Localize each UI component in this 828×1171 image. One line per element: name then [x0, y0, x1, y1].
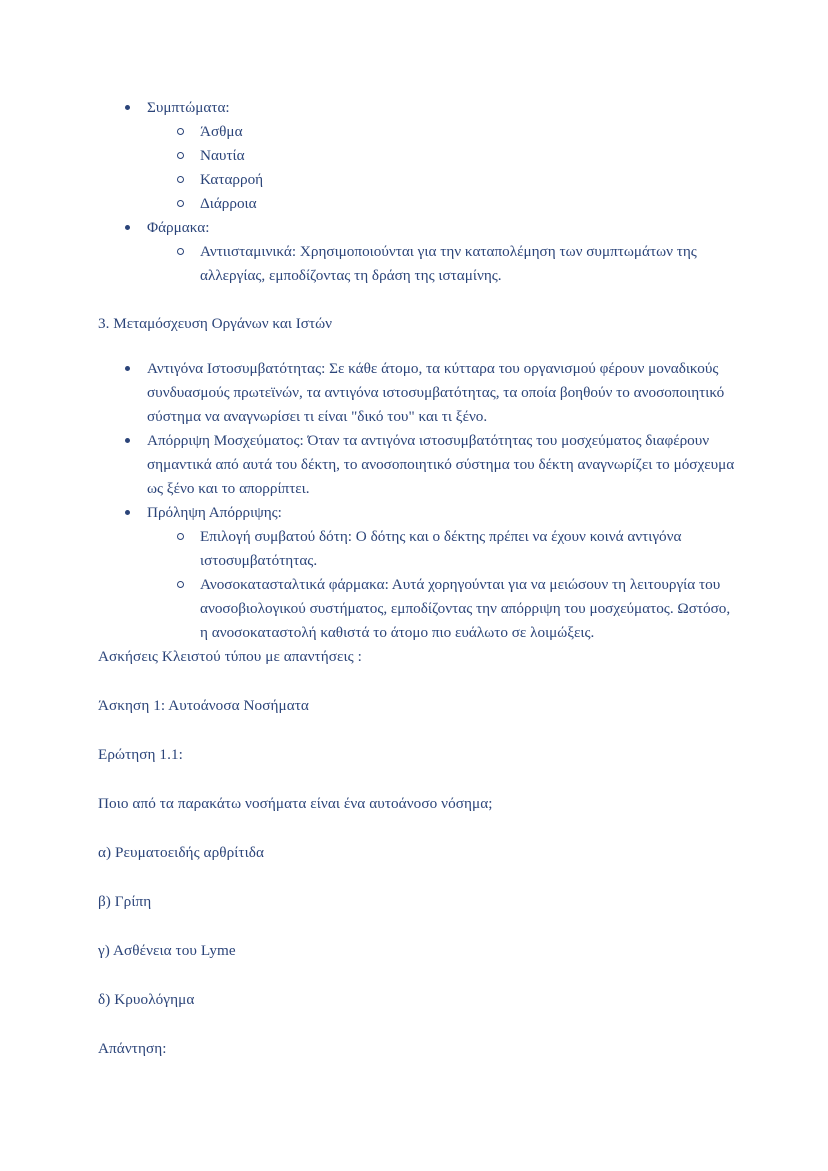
list-item: [98, 429, 738, 501]
circle-bullet-icon: [177, 152, 184, 159]
transplant-item-text: Αντιγόνα Ιστοσυμβατότητας: Σε κάθε άτομο, τα κύτταρα του οργανισμού φέρουν μοναδικούς συνδυασμούς πρωτεϊνών, τα αντιγόνα ιστοσυμβατότητας, τα οποία βοηθούν το ανοσοποιητικό σύστημα να αναγνωρίσει τι είναι "δικό του" και τι ξένο.: [147, 360, 725, 425]
question-text: Ποιο από τα παρακάτω νοσήματα είναι ένα αυτοάνοσο νόσημα;: [98, 795, 493, 812]
choice-a: α) Ρευματοειδής αρθρίτιδα: [98, 844, 265, 861]
choice-b: β) Γρίπη: [98, 893, 152, 910]
circle-bullet-icon: [177, 200, 184, 207]
symptom-item: Καταρροή: [200, 171, 264, 188]
symptoms-list: [98, 96, 738, 288]
list-item: [147, 168, 738, 192]
exercises-intro: Ασκήσεις Κλειστού τύπου με απαντήσεις :: [98, 648, 362, 665]
drug-item: Αντιισταμινικά: Χρησιμοποιούνται για την καταπολέμηση των συμπτωμάτων της αλλεργίας, εμποδίζοντας τη δράση της ισταμίνης.: [200, 243, 697, 284]
list-item: [147, 573, 738, 645]
list-item: [98, 357, 738, 429]
symptom-item: Ναυτία: [200, 147, 245, 164]
circle-bullet-icon: [177, 128, 184, 135]
list-item: [98, 216, 738, 288]
symptoms-sublist: [147, 120, 738, 216]
list-item: [98, 501, 738, 645]
symptom-item: Άσθμα: [200, 123, 243, 140]
list-item: [147, 192, 738, 216]
symptoms-heading: Συμπτώματα:: [147, 99, 230, 116]
question-label: Ερώτηση 1.1:: [98, 746, 183, 763]
transplant-list: [98, 357, 738, 645]
transplant-item-text: Πρόληψη Απόρριψης:: [147, 504, 282, 521]
answer-label: Απάντηση:: [98, 1040, 167, 1057]
circle-bullet-icon: [177, 533, 184, 540]
circle-bullet-icon: [177, 581, 184, 588]
section-heading-3: 3. Μεταμόσχευση Οργάνων και Ιστών: [98, 315, 332, 332]
choice-c: γ) Ασθένεια του Lyme: [98, 942, 236, 959]
disc-bullet-icon: [125, 105, 130, 110]
spacer: [98, 288, 738, 312]
prevention-item: Ανοσοκατασταλτικά φάρμακα: Αυτά χορηγούνται για να μειώσουν τη λειτουργία του ανοσοβιολογικού συστήματος, εμποδίζοντας την απόρριψη του μοσχεύματος. Ωστόσο, η ανοσοκαταστολή καθιστά το άτομο πιο ευάλωτο σε λοιμώξεις.: [200, 576, 731, 641]
disc-bullet-icon: [125, 366, 130, 371]
spacer: [98, 336, 738, 357]
symptom-item: Διάρροια: [200, 195, 257, 212]
list-item: [147, 240, 738, 288]
transplant-item-text: Απόρριψη Μοσχεύματος: Όταν τα αντιγόνα ιστοσυμβατότητας του μοσχεύματος διαφέρουν σημαντικά από αυτά του δέκτη, το ανοσοποιητικό σύστημα του δέκτη αναγνωρίζει το μόσχευμα ως ξένο και το απορρίπτει.: [147, 432, 735, 497]
circle-bullet-icon: [177, 176, 184, 183]
rejection-prevention-sublist: [147, 525, 738, 645]
prevention-item: Επιλογή συμβατού δότη: Ο δότης και ο δέκτης πρέπει να έχουν κοινά αντιγόνα ιστοσυμβατότητας.: [200, 528, 682, 569]
disc-bullet-icon: [125, 438, 130, 443]
choice-d: δ) Κρυολόγημα: [98, 991, 195, 1008]
list-item: [147, 144, 738, 168]
disc-bullet-icon: [125, 510, 130, 515]
disc-bullet-icon: [125, 225, 130, 230]
list-item: [147, 525, 738, 573]
drugs-sublist: [147, 240, 738, 288]
list-item: [147, 120, 738, 144]
circle-bullet-icon: [177, 248, 184, 255]
document-content: [98, 96, 738, 1061]
drugs-heading: Φάρμακα:: [147, 219, 210, 236]
exercise-title: Άσκηση 1: Αυτοάνοσα Νοσήματα: [98, 697, 309, 714]
list-item: [98, 96, 738, 216]
